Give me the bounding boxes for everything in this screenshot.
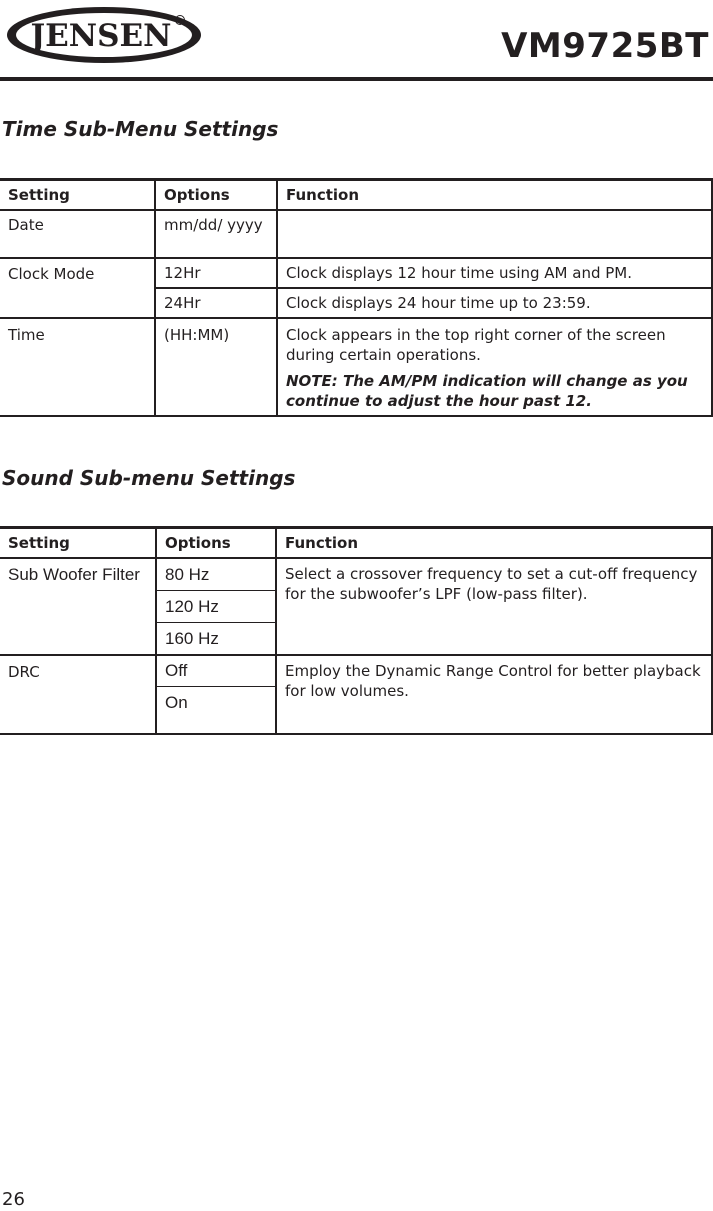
- model-number: VM9725BT: [501, 26, 709, 66]
- option-time-format: (HH:MM): [155, 318, 277, 416]
- function-date: [277, 210, 712, 258]
- column-header-function: Function: [277, 180, 712, 211]
- function-time-note: NOTE: The AM/PM indication will change as you continue to adjust the hour past 12.: [286, 372, 688, 410]
- column-header-options: Options: [155, 180, 277, 211]
- table-header-row: [0, 180, 712, 211]
- table-row-drc-off: [0, 655, 712, 687]
- option-on: On: [156, 687, 276, 735]
- setting-date: Date: [0, 210, 155, 258]
- option-date-format: mm/dd/ yyyy: [155, 210, 277, 258]
- setting-time: Time: [0, 318, 155, 416]
- column-header-function: Function: [276, 528, 712, 559]
- function-24hr: Clock displays 24 hour time up to 23:59.: [277, 288, 712, 318]
- option-160hz: 160 Hz: [156, 623, 276, 656]
- svg-text:R: R: [177, 18, 183, 25]
- function-time-text: Clock appears in the top right corner of the screen during certain operations.: [286, 326, 666, 364]
- column-header-setting: Setting: [0, 528, 156, 559]
- page-number: 26: [2, 1189, 25, 1210]
- sound-section-title: Sound Sub-menu Settings: [2, 466, 296, 490]
- setting-clock-mode: Clock Mode: [0, 258, 155, 318]
- setting-drc: DRC: [0, 655, 156, 734]
- option-24hr: 24Hr: [155, 288, 277, 318]
- time-section-title: Time Sub-Menu Settings: [2, 117, 279, 141]
- header-divider: [0, 77, 713, 81]
- jensen-logo: [4, 4, 204, 66]
- column-header-setting: Setting: [0, 180, 155, 211]
- table-row-clock-mode-12: [0, 258, 712, 288]
- function-time: [277, 318, 712, 416]
- column-header-options: Options: [156, 528, 276, 559]
- function-12hr: Clock displays 12 hour time using AM and PM.: [277, 258, 712, 288]
- time-settings-table: [0, 178, 713, 417]
- option-120hz: 120 Hz: [156, 591, 276, 623]
- table-row-time: [0, 318, 712, 416]
- option-80hz: 80 Hz: [156, 558, 276, 591]
- function-sub-woofer: Select a crossover frequency to set a cut-off frequency for the subwoofer’s LPF (low-pass filter).: [276, 558, 712, 655]
- option-12hr: 12Hr: [155, 258, 277, 288]
- option-off: Off: [156, 655, 276, 687]
- setting-sub-woofer-filter: Sub Woofer Filter: [0, 558, 156, 655]
- function-drc: Employ the Dynamic Range Control for better playback for low volumes.: [276, 655, 712, 734]
- table-header-row: [0, 528, 712, 559]
- table-row-date: [0, 210, 712, 258]
- sound-settings-table: [0, 526, 713, 735]
- brand-text: JENSEN: [30, 18, 172, 54]
- table-row-sub-woofer-80: [0, 558, 712, 591]
